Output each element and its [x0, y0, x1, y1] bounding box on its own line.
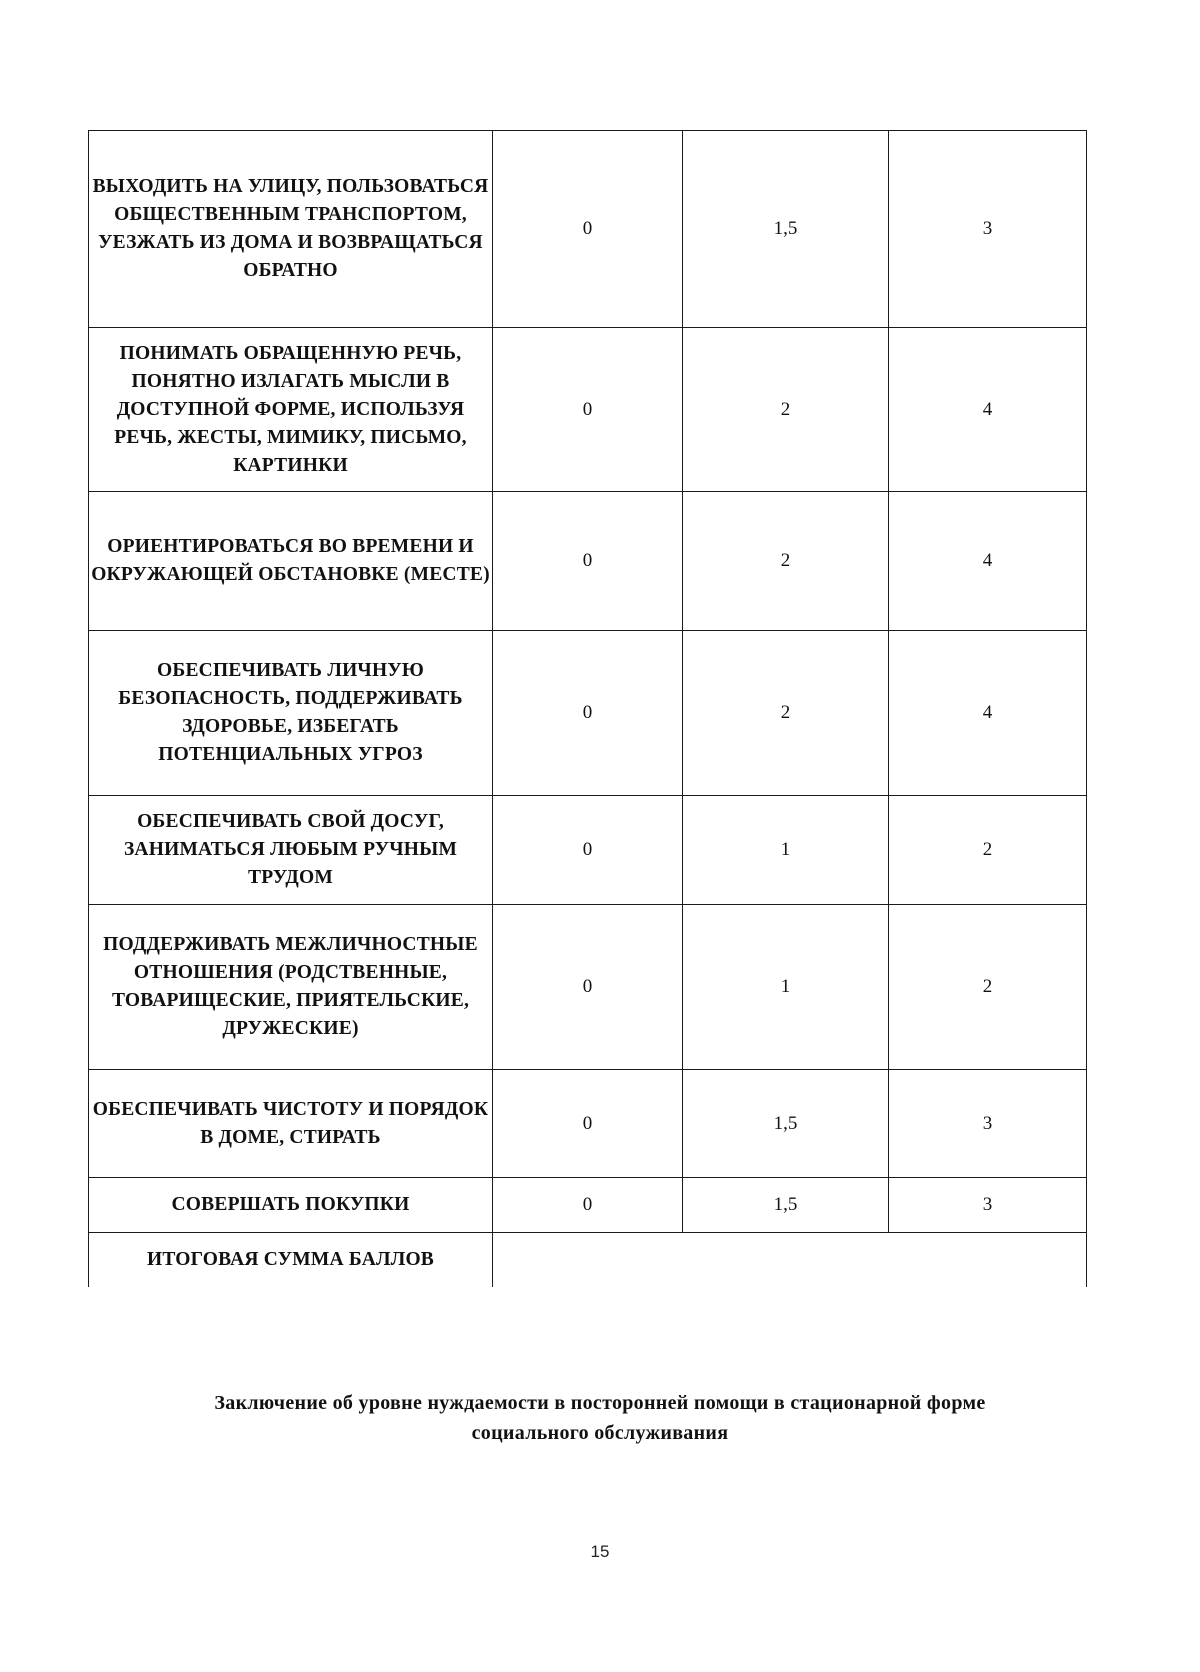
- score-partial: 1: [683, 796, 889, 905]
- score-partial: 1,5: [683, 131, 889, 328]
- page-number: 15: [590, 1542, 610, 1561]
- score-partial: 1,5: [683, 1070, 889, 1178]
- score-partial: 2: [683, 328, 889, 492]
- criterion-label: ОБЕСПЕЧИВАТЬ СВОЙ ДОСУГ, ЗАНИМАТЬСЯ ЛЮБЫМ РУЧНЫМ ТРУДОМ: [89, 796, 493, 905]
- table-row: [89, 796, 1087, 905]
- criterion-label: ОБЕСПЕЧИВАТЬ ЧИСТОТУ И ПОРЯДОК В ДОМЕ, СТИРАТЬ: [89, 1070, 493, 1178]
- score-full: 3: [889, 1178, 1087, 1233]
- score-full: 3: [889, 131, 1087, 328]
- table-row: [89, 492, 1087, 631]
- criterion-label: ОБЕСПЕЧИВАТЬ ЛИЧНУЮ БЕЗОПАСНОСТЬ, ПОДДЕРЖИВАТЬ ЗДОРОВЬЕ, ИЗБЕГАТЬ ПОТЕНЦИАЛЬНЫХ УГРОЗ: [89, 631, 493, 796]
- score-full: 3: [889, 1070, 1087, 1178]
- score-none: 0: [493, 905, 683, 1070]
- table-row: [89, 631, 1087, 796]
- score-partial: 2: [683, 631, 889, 796]
- score-partial: 2: [683, 492, 889, 631]
- assessment-table: [88, 130, 1087, 1287]
- score-none: 0: [493, 492, 683, 631]
- score-full: 4: [889, 328, 1087, 492]
- table-row: [89, 328, 1087, 492]
- score-none: 0: [493, 631, 683, 796]
- score-none: 0: [493, 131, 683, 328]
- score-full: 4: [889, 631, 1087, 796]
- score-none: 0: [493, 796, 683, 905]
- criterion-label: ОРИЕНТИРОВАТЬСЯ ВО ВРЕМЕНИ И ОКРУЖАЮЩЕЙ ОБСТАНОВКЕ (МЕСТЕ): [89, 492, 493, 631]
- table-row: [89, 905, 1087, 1070]
- score-none: 0: [493, 1070, 683, 1178]
- conclusion-heading: [100, 1388, 1100, 1448]
- criterion-label: ВЫХОДИТЬ НА УЛИЦУ, ПОЛЬЗОВАТЬСЯ ОБЩЕСТВЕННЫМ ТРАНСПОРТОМ, УЕЗЖАТЬ ИЗ ДОМА И ВОЗВРАЩАТЬСЯ ОБРАТНО: [89, 131, 493, 328]
- conclusion-line-1: Заключение об уровне нуждаемости в посторонней помощи в стационарной форме: [214, 1392, 986, 1414]
- criterion-label: ПОДДЕРЖИВАТЬ МЕЖЛИЧНОСТНЫЕ ОТНОШЕНИЯ (РОДСТВЕННЫЕ, ТОВАРИЩЕСКИЕ, ПРИЯТЕЛЬСКИЕ, ДРУЖЕСКИЕ): [89, 905, 493, 1070]
- criterion-label: СОВЕРШАТЬ ПОКУПКИ: [89, 1178, 493, 1233]
- score-full: 4: [889, 492, 1087, 631]
- score-full: 2: [889, 796, 1087, 905]
- score-none: 0: [493, 328, 683, 492]
- table-row: [89, 1070, 1087, 1178]
- score-full: 2: [889, 905, 1087, 1070]
- criterion-label: ПОНИМАТЬ ОБРАЩЕННУЮ РЕЧЬ, ПОНЯТНО ИЗЛАГАТЬ МЫСЛИ В ДОСТУПНОЙ ФОРМЕ, ИСПОЛЬЗУЯ РЕЧЬ, ЖЕСТЫ, МИМИКУ, ПИСЬМО, КАРТИНКИ: [89, 328, 493, 492]
- score-partial: 1: [683, 905, 889, 1070]
- score-partial: 1,5: [683, 1178, 889, 1233]
- table-row: [89, 1178, 1087, 1233]
- table-row: [89, 131, 1087, 328]
- score-none: 0: [493, 1178, 683, 1233]
- conclusion-line-2: социального обслуживания: [471, 1422, 729, 1444]
- total-value-cell: [493, 1233, 1087, 1288]
- total-row: [89, 1233, 1087, 1288]
- total-label: ИТОГОВАЯ СУММА БАЛЛОВ: [89, 1233, 493, 1288]
